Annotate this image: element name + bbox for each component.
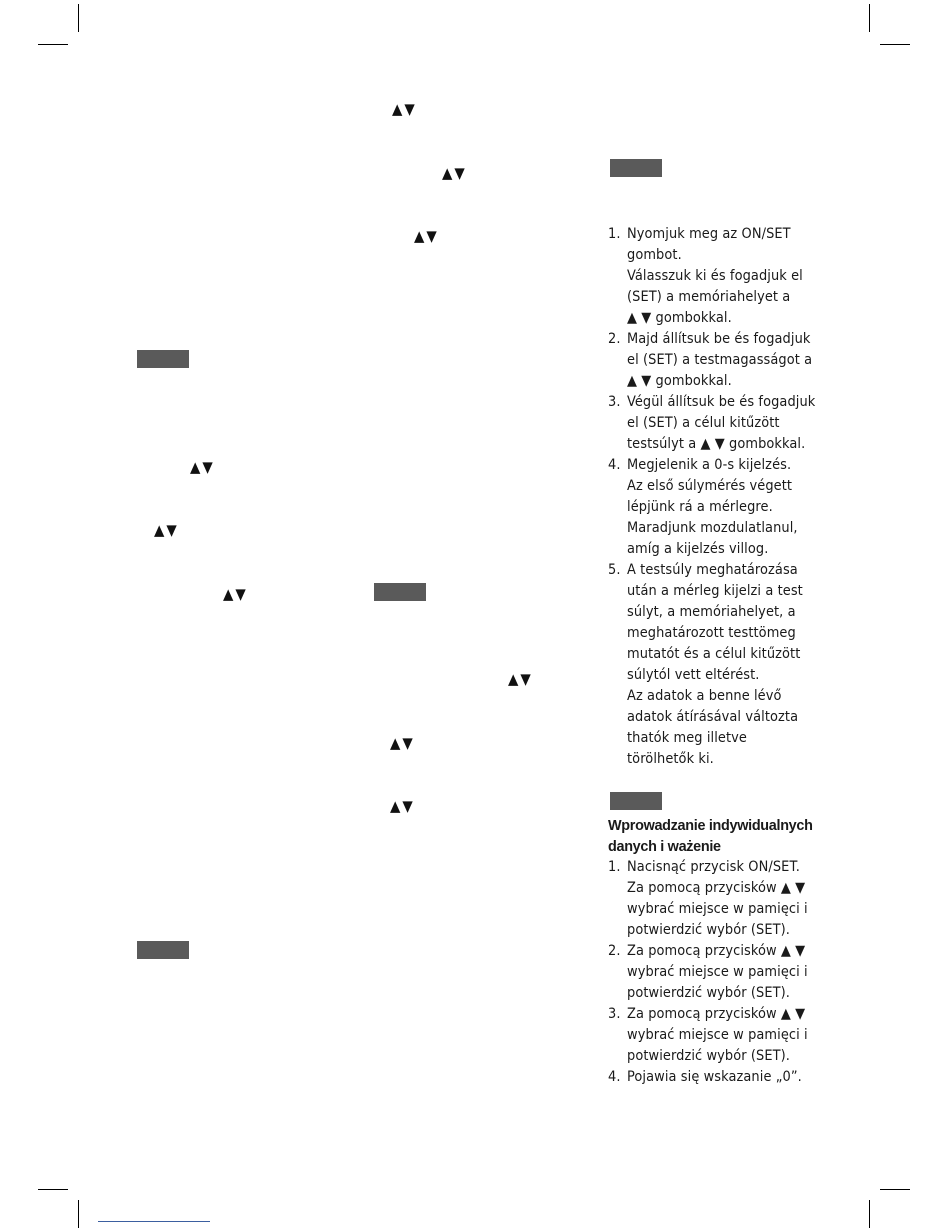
list-item <box>608 329 830 392</box>
step-line: Végül állítsuk be és fogadjuk <box>627 394 816 410</box>
step-line: (SET) a memóriahelyet a <box>627 289 791 305</box>
list-item <box>608 1067 830 1088</box>
up-down-arrow-icon: ▲▼ <box>414 227 439 245</box>
heading-line: Wprowadzanie indywidualnych <box>608 818 813 834</box>
step-line: potwierdzić wybór (SET). <box>627 922 791 938</box>
step-line: mutatót és a célul kitűzött <box>627 646 801 662</box>
step-line: súlytól vett eltérést. <box>627 667 760 683</box>
up-down-arrow-icon: ▲▼ <box>223 585 248 603</box>
step-line: el (SET) a célul kitűzött <box>627 415 780 431</box>
step-line: el (SET) a testmagasságot a <box>627 352 813 368</box>
step-line: lépjünk rá a mérlegre. <box>627 499 773 515</box>
gray-block <box>610 159 662 177</box>
step-line: ▲ ▼ gombokkal. <box>627 310 732 326</box>
step-line: potwierdzić wybór (SET). <box>627 1048 791 1064</box>
up-down-arrow-icon: ▲▼ <box>508 670 533 688</box>
step-line: Pojawia się wskazanie „0”. <box>627 1069 802 1085</box>
list-item <box>608 392 830 455</box>
step-line: Za pomocą przycisków ▲ ▼ <box>627 1006 806 1022</box>
up-down-arrow-icon: ▲▼ <box>154 521 179 539</box>
step-line: ▲ ▼ gombokkal. <box>627 373 732 389</box>
crop-mark-top-right-h <box>880 44 910 45</box>
crop-mark-bottom-left-v <box>78 1200 79 1228</box>
step-line: gombot. <box>627 247 682 263</box>
crop-mark-top-left-v <box>78 4 79 32</box>
crop-mark-bottom-left-h <box>38 1189 68 1190</box>
gray-block <box>137 941 189 959</box>
up-down-arrow-icon: ▲▼ <box>390 797 415 815</box>
step-number: 1. <box>608 859 621 875</box>
crop-mark-top-left-h <box>38 44 68 45</box>
step-line: Nacisnąć przycisk ON/SET. <box>627 859 800 875</box>
step-number: 3. <box>608 394 621 410</box>
gray-block <box>374 583 426 601</box>
step-line: után a mérleg kijelzi a test <box>627 583 803 599</box>
step-number: 4. <box>608 1069 621 1085</box>
step-line: törölhetők ki. <box>627 751 714 767</box>
step-line: Válasszuk ki és fogadjuk el <box>627 268 803 284</box>
step-number: 2. <box>608 331 621 347</box>
step-line: súlyt, a memóriahelyet, a <box>627 604 796 620</box>
hungarian-steps-list <box>608 224 830 770</box>
list-item <box>608 941 830 1004</box>
step-line: potwierdzić wybór (SET). <box>627 985 791 1001</box>
step-number: 3. <box>608 1006 621 1022</box>
step-line: adatok átírásával változta <box>627 709 799 725</box>
footer-rule <box>98 1221 210 1222</box>
crop-mark-bottom-right-v <box>869 1200 870 1228</box>
up-down-arrow-icon: ▲▼ <box>442 164 467 182</box>
heading-line: danych i ważenie <box>608 839 721 855</box>
step-line: Za pomocą przycisków ▲ ▼ <box>627 943 806 959</box>
step-line: amíg a kijelzés villog. <box>627 541 769 557</box>
step-line: Za pomocą przycisków ▲ ▼ <box>627 880 806 896</box>
polish-section-heading <box>608 816 830 858</box>
polish-steps-list <box>608 857 830 1088</box>
step-line: thatók meg illetve <box>627 730 747 746</box>
polish-instructions <box>608 857 830 1088</box>
step-line: Maradjunk mozdulatlanul, <box>627 520 798 536</box>
up-down-arrow-icon: ▲▼ <box>390 734 415 752</box>
step-line: Az első súlymérés végett <box>627 478 793 494</box>
step-line: Az adatok a benne lévő <box>627 688 782 704</box>
list-item <box>608 1004 830 1067</box>
up-down-arrow-icon: ▲▼ <box>190 458 215 476</box>
step-line: A testsúly meghatározása <box>627 562 798 578</box>
step-line: wybrać miejsce w pamięci i <box>627 901 808 917</box>
step-number: 4. <box>608 457 621 473</box>
step-line: wybrać miejsce w pamięci i <box>627 1027 808 1043</box>
list-item <box>608 224 830 329</box>
crop-mark-top-right-v <box>869 4 870 32</box>
up-down-arrow-icon: ▲▼ <box>392 100 417 118</box>
step-line: wybrać miejsce w pamięci i <box>627 964 808 980</box>
gray-block <box>137 350 189 368</box>
hungarian-instructions <box>608 224 830 770</box>
gray-block <box>610 792 662 810</box>
step-number: 1. <box>608 226 621 242</box>
step-line: Nyomjuk meg az ON/SET <box>627 226 791 242</box>
step-line: Majd állítsuk be és fogadjuk <box>627 331 811 347</box>
step-line: Megjelenik a 0-s kijelzés. <box>627 457 792 473</box>
step-line: testsúlyt a ▲ ▼ gombokkal. <box>627 436 806 452</box>
list-item <box>608 857 830 941</box>
step-number: 2. <box>608 943 621 959</box>
crop-mark-bottom-right-h <box>880 1189 910 1190</box>
step-number: 5. <box>608 562 621 578</box>
step-line: meghatározott testtömeg <box>627 625 796 641</box>
list-item <box>608 455 830 560</box>
list-item <box>608 560 830 770</box>
